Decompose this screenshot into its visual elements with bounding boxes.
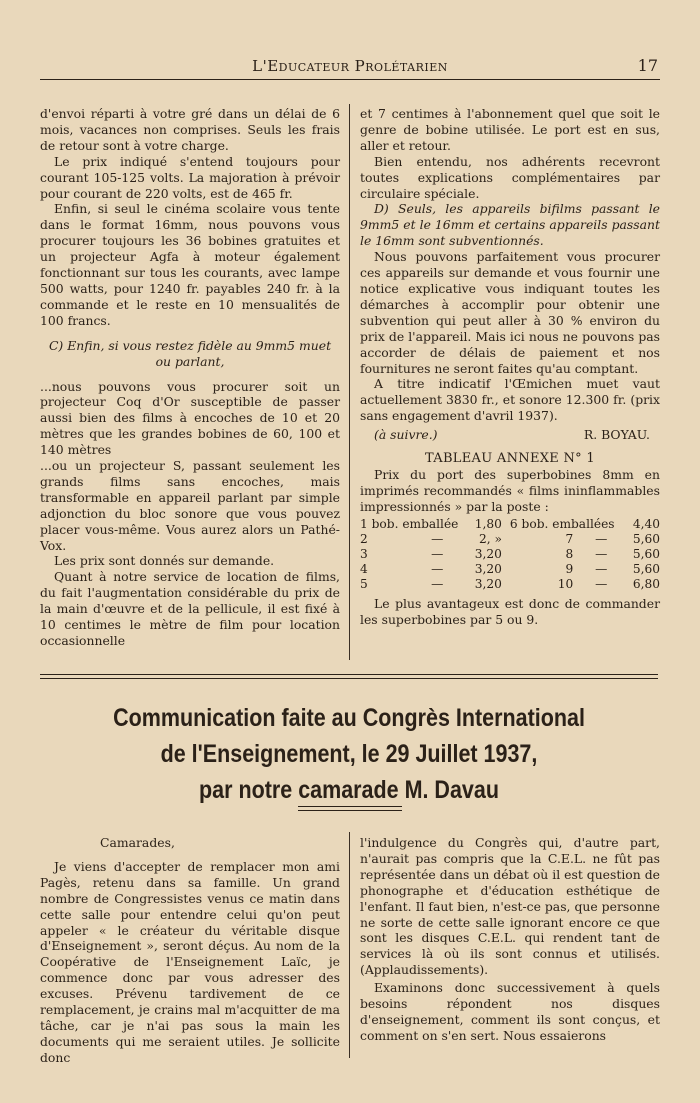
paragraph: ...nous pouvons vous procurer soit un projecteur Coq d'Or susceptible de passer aussi bien des films à encoches de 10 et 20 mètres que les grandes bobines de 60, 100 et 140 mètres: [40, 378, 340, 458]
paragraph: d'envoi réparti à votre gré dans un délai de 6 mois, vacances non comprises. Seuls les frais de retour sont à votre charge.: [40, 106, 340, 153]
table-row: [360, 562, 660, 577]
table-cell: —: [595, 531, 608, 546]
paragraph: Nous pouvons parfaitement vous procurer ces appareils sur demande et vous fournir une notice explicative vous indiquant toutes les démarches à accomplir pour obtenir une subvention qui peut aller à 30 % environ du prix de l'appareil. Mais ici nous ne pouvons pas accorder de délais de paiement et nos fournitures ne seront faites qu'au comptant.: [360, 249, 660, 376]
page-header: [40, 55, 660, 80]
table-row: [360, 532, 660, 547]
table-cell: 5,60: [632, 562, 660, 577]
top-left-column: [40, 106, 340, 649]
title-line: par notre camarade M. Davau: [199, 776, 499, 804]
table-cell: —: [431, 547, 444, 562]
table-cell: 3: [360, 547, 368, 562]
paragraph: Je viens d'accepter de remplacer mon ami Pagès, retenu dans sa famille. Un grand nombre de Congressistes venus ce matin dans cette salle pour entendre celui qu'on peut appeler « le créateur du véritable disque d'Enseignement », seront déçus. Au nom de la Coopérative de l'Enseignement Laïc, je commence donc par vous adresser des excuses. Prévenu tardivement de ce remplacement, je crains mal m'acquitter de ma tâche, car je n'ai pas sous la main les documents qui me seraient utiles. Je sollicite donc: [40, 858, 340, 1065]
title-line: de l'Enseignement, le 29 Juillet 1937,: [160, 740, 538, 768]
column-divider: [349, 104, 350, 660]
section-d-heading: D) Seuls, les appareils bifilms passant le 9mm5 et le 16mm et certains appareils passant le 16mm sont subventionnés.: [360, 201, 660, 249]
table-cell: 9: [565, 562, 574, 577]
table-cell: 4,40: [632, 516, 660, 531]
table-cell: —: [595, 577, 608, 592]
table-cell: 10: [557, 577, 574, 592]
paragraph: Quant à notre service de location de films, du fait l'augmentation considérable du prix de la main d'œuvre et de la pellicule, il est fixé à 10 centimes le mètre de film pour location occasionnelle: [40, 569, 340, 648]
title-underline: [298, 806, 402, 811]
table-cell: 3,20: [474, 547, 502, 562]
table-row: [360, 547, 660, 562]
section-separator: [40, 674, 658, 679]
paragraph: Les prix sont donnés sur demande.: [54, 553, 275, 569]
salutation: Camarades,: [100, 835, 175, 850]
postage-table: [360, 517, 660, 593]
table-cell: 6,80: [632, 577, 660, 592]
table-conclusion: Le plus avantageux est donc de commander les superbobines par 5 ou 9.: [360, 595, 660, 627]
table-cell: 5,60: [632, 547, 660, 562]
table-cell: 1 bob. emballée: [360, 516, 459, 531]
to-be-continued: (à suivre.): [374, 427, 438, 443]
top-right-column: [360, 106, 660, 627]
table-row: [360, 577, 660, 592]
journal-title: L'Educateur Prolétarien: [252, 57, 448, 75]
table-cell: 7: [565, 531, 574, 546]
table-cell: 5: [360, 577, 368, 592]
table-intro: Prix du port des superbobines 8mm en imprimés recommandés « films ininflammables impressionnés » par la poste :: [360, 466, 660, 514]
paragraph: et 7 centimes à l'abonnement quel que soit le genre de bobine utilisée. Le port est en sus, aller et retour.: [360, 106, 660, 153]
table-cell: —: [595, 547, 608, 562]
table-cell: 4: [360, 562, 368, 577]
table-cell: —: [595, 562, 608, 577]
paragraph: ...ou un projecteur S, passant seulement les grands films sans encoches, mais transformable en appareil parlant par simple adjonction du bloc sonore que vous pouvez placer vous-même. Vous aurez alors un Pathé-Vox.: [40, 458, 340, 553]
paragraph: l'indulgence du Congrès qui, d'autre part, n'aurait pas compris que la C.E.L. ne fût pas représentée dans un débat où il est question de phonographe et d'éducation esthétique de l'enfant. Il faut bien, n'est-ce pas, que personne ne sorte de cette salle ignorant encore ce que sont les disques C.E.L. qui rendent tant de services là où ils sont connus et utilisés. (Applaudissements).: [360, 835, 660, 978]
article-right-column: [360, 835, 660, 1044]
table-heading: TABLEAU ANNEXE N° 1: [425, 451, 595, 467]
table-cell: 3,20: [474, 562, 502, 577]
table-cell: —: [431, 531, 444, 546]
table-cell: 3,20: [474, 577, 502, 592]
article-left-column: [40, 835, 340, 1066]
paragraph: Le prix indiqué s'entend toujours pour courant 105-125 volts. La majoration à prévoir pour courant de 220 volts, est de 465 fr.: [40, 153, 340, 201]
table-cell: 6 bob. emballées: [509, 516, 615, 531]
table-cell: —: [431, 577, 444, 592]
author-signature: R. BOYAU.: [583, 427, 650, 443]
column-divider: [349, 832, 350, 1058]
paragraph: A titre indicatif l'Œmichen muet vaut actuellement 3830 fr., et sonore 12.300 fr. (prix sans engagement d'avril 1937).: [360, 376, 660, 424]
article-title: [83, 700, 614, 808]
table-cell: 1,80: [474, 516, 502, 531]
table-cell: 2, »: [478, 531, 502, 546]
table-cell: 2: [360, 531, 368, 546]
table-cell: 5,60: [632, 531, 660, 546]
paragraph: Enfin, si seul le cinéma scolaire vous tente dans le format 16mm, nous pouvons vous procurer toujours les 36 bobines gratuites et un projecteur Agfa à moteur également fonctionnant sur tous les courants, avec lampe 500 watts, pour 1240 fr. payables 240 fr. à la commande et le reste en 10 mensualités de 100 francs.: [40, 201, 340, 328]
page-number: 17: [637, 56, 658, 75]
table-cell: 8: [565, 547, 574, 562]
table-row: [360, 517, 660, 532]
title-line: Communication faite au Congrès International: [113, 704, 585, 732]
table-cell: —: [431, 562, 444, 577]
signature-line: [360, 427, 660, 443]
paragraph: Bien entendu, nos adhérents recevront toutes explications complémentaires par circulaire spéciale.: [360, 153, 660, 201]
section-c-heading: C) Enfin, si vous restez fidèle au 9mm5 muet ou parlant,: [48, 337, 332, 369]
paragraph: Examinons donc successivement à quels besoins répondent nos disques d'enseignement, comment ils sont conçus, et comment on s'en sert. Nous essaierons: [360, 980, 660, 1043]
